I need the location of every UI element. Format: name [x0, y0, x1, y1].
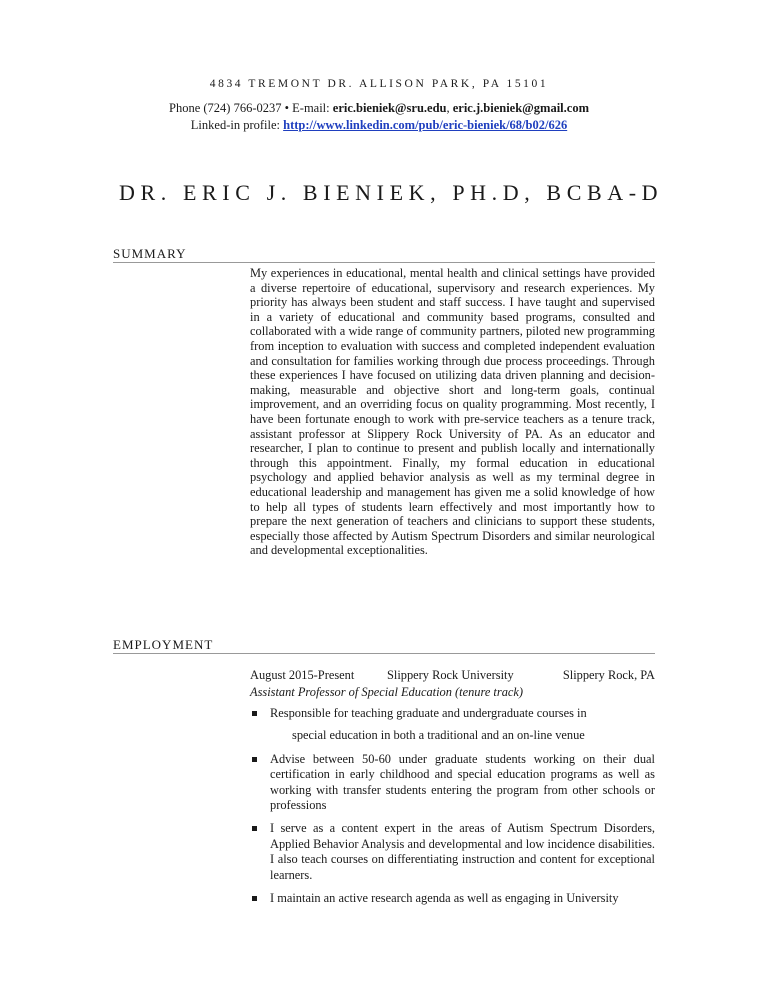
square-bullet-icon: [252, 826, 257, 831]
job-organization: Slippery Rock University: [387, 668, 514, 682]
square-bullet-icon: [252, 757, 257, 762]
list-item-text: I maintain an active research agenda as well as engaging in University: [270, 891, 619, 906]
list-item-text: I serve as a content expert in the areas of Autism Spectrum Disorders, Applied Behavior Analysis and developmental and low incidence disabilities. I also teach courses on differentiating instruction and content for exceptional learners.: [270, 821, 655, 882]
linkedin-line: [0, 118, 763, 133]
employment-heading: EMPLOYMENT: [113, 637, 214, 652]
square-bullet-icon: [252, 896, 257, 901]
job-title: Assistant Professor of Special Education (tenure track): [250, 685, 524, 699]
email-link-primary[interactable]: eric.bieniek@sru.edu: [332, 101, 447, 115]
summary-paragraph: My experiences in educational, mental health and clinical settings have provided a diverse repertoire of educational, supervisory and research experiences. My priority has always been student and staff success. I have taught and supervised in a variety of educational and community based programs, consulted and collaborated with a wide range of community partners, piloted new programming from inception to evaluation with success and completed independent evaluation and consultation for families working through due process proceedings. Through these experiences I have focused on utilizing data driven planning and decision-making, measurable and objective short and long-term goals, continual improvement, and an overriding focus on quality programming. Most recently, I have been fortunate enough to work with pre-service teachers as a tenure track, assistant professor at Slippery Rock University of PA. As an educator and researcher, I plan to continue to present and publish locally and internationally through this appointment. Finally, my formal education in educational psychology and applied behavior analysis as well as my terminal degree in educational leadership and management has given me a solid knowledge of how to help all types of students learn effectively and most importantly how to prepare the next generation of teachers and clinicians to support these students, especially those affected by Autism Spectrum Disorders and similar neurological and developmental exceptionalities.: [250, 266, 655, 558]
summary-divider: [113, 262, 655, 263]
list-item-text: Advise between 50-60 under graduate students working on their dual certification in early childhood and special education programs as well as working with transfer students entering the program from other schools or professions: [270, 751, 655, 813]
list-item: [250, 706, 655, 744]
candidate-name: DR. ERIC J. BIENIEK, PH.D, BCBA-D: [119, 180, 664, 205]
job-dates: August 2015-Present: [250, 668, 355, 682]
address-line: 4834 TREMONT DR. ALLISON PARK, PA 15101: [209, 78, 549, 90]
summary-heading: SUMMARY: [113, 246, 187, 261]
linkedin-label: Linked-in profile:: [190, 118, 284, 132]
employment-divider: [113, 653, 655, 654]
phone-text: Phone (724) 766-0237: [169, 101, 282, 115]
email-link-secondary[interactable]: eric.j.bieniek@gmail.com: [452, 101, 589, 115]
job-location: Slippery Rock, PA: [562, 668, 655, 682]
list-item: [250, 891, 655, 906]
list-item-continuation: special education in both a traditional and an on-line venue: [292, 728, 585, 743]
linkedin-link[interactable]: http://www.linkedin.com/pub/eric-bieniek/68/b02/626: [283, 118, 568, 132]
list-item: [250, 821, 655, 883]
square-bullet-icon: [252, 711, 257, 716]
job-responsibilities: [250, 706, 655, 914]
job-header-row: [250, 668, 655, 684]
email-separator: ,: [446, 101, 453, 115]
list-item-text: Responsible for teaching graduate and undergraduate courses in: [270, 706, 587, 720]
contact-line: [0, 101, 763, 116]
email-label: • E-mail:: [281, 101, 333, 115]
list-item: [250, 752, 655, 814]
